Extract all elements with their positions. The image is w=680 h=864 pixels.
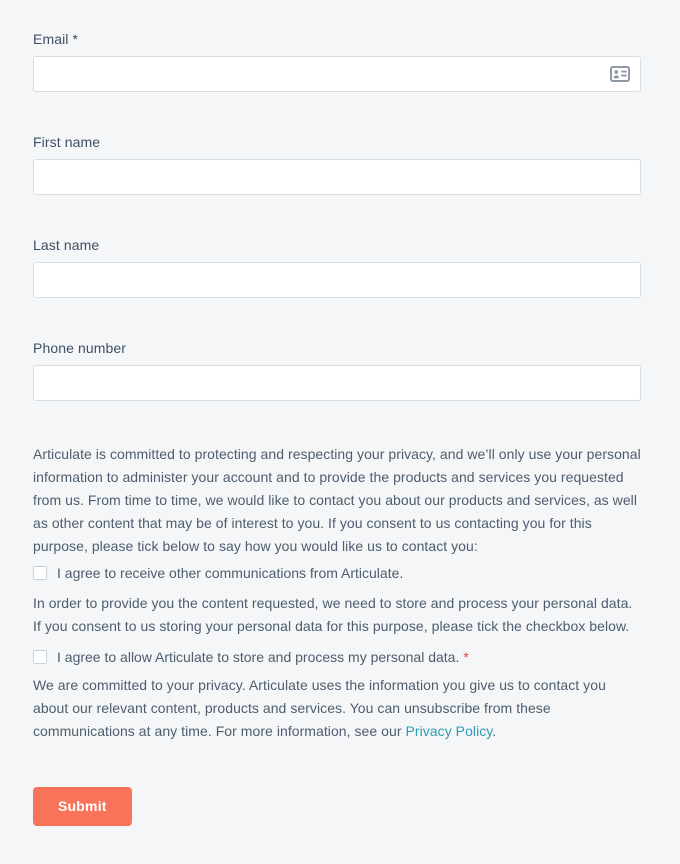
first-name-label-text: First name	[33, 134, 101, 150]
privacy-footer-text	[33, 674, 641, 743]
email-required-marker: *	[68, 31, 79, 47]
privacy-footer-after-link: .	[492, 723, 497, 739]
email-input-wrap	[33, 56, 641, 92]
email-input[interactable]	[33, 56, 641, 92]
communications-consent-checkbox[interactable]	[33, 566, 47, 580]
data-processing-consent-label-text: I agree to allow Articulate to store and process my personal data.	[57, 649, 460, 665]
first-name-label	[33, 134, 641, 150]
submit-button[interactable]: Submit	[33, 787, 132, 826]
email-label	[33, 31, 641, 47]
communications-consent-label[interactable]: I agree to receive other communications from Articulate.	[57, 565, 404, 581]
privacy-footer-before-link: We are committed to your privacy. Articulate uses the information you give us to contact you about our relevant content, products and services. You can unsubscribe from these communications at any time. For more information, see our	[33, 677, 606, 739]
field-email	[33, 31, 641, 92]
field-phone-number	[33, 340, 641, 401]
phone-number-input[interactable]	[33, 365, 641, 401]
phone-number-label	[33, 340, 641, 356]
privacy-intro-text: Articulate is committed to protecting and respecting your privacy, and we’ll only use your personal information to administer your account and to provide the products and services you requested from us. From time to time, we would like to contact you about our products and services, as well as other content that may be of interest to you. If you consent to us contacting you for this purpose, please tick below to say how you would like us to contact you:	[33, 446, 641, 554]
email-label-text: Email	[33, 31, 69, 47]
data-processing-consent-label[interactable]	[57, 648, 469, 666]
communications-consent-row	[33, 563, 641, 583]
last-name-label-text: Last name	[33, 237, 100, 253]
first-name-input-wrap	[33, 159, 641, 195]
field-first-name	[33, 134, 641, 195]
last-name-input[interactable]	[33, 262, 641, 298]
privacy-policy-link[interactable]: Privacy Policy	[405, 723, 493, 739]
phone-number-label-text: Phone number	[33, 340, 127, 356]
data-processing-required-marker: *	[463, 649, 469, 665]
contact-form	[33, 31, 641, 826]
contact-card-icon[interactable]	[610, 66, 630, 82]
first-name-input[interactable]	[33, 159, 641, 195]
data-processing-text: In order to provide you the content requested, we need to store and process your personal data. If you consent to us storing your personal data for this purpose, please tick the checkbox below.	[33, 595, 633, 634]
phone-number-input-wrap	[33, 365, 641, 401]
last-name-label	[33, 237, 641, 253]
last-name-input-wrap	[33, 262, 641, 298]
field-last-name	[33, 237, 641, 298]
data-processing-consent-checkbox[interactable]	[33, 650, 47, 664]
data-processing-consent-row	[33, 647, 641, 667]
